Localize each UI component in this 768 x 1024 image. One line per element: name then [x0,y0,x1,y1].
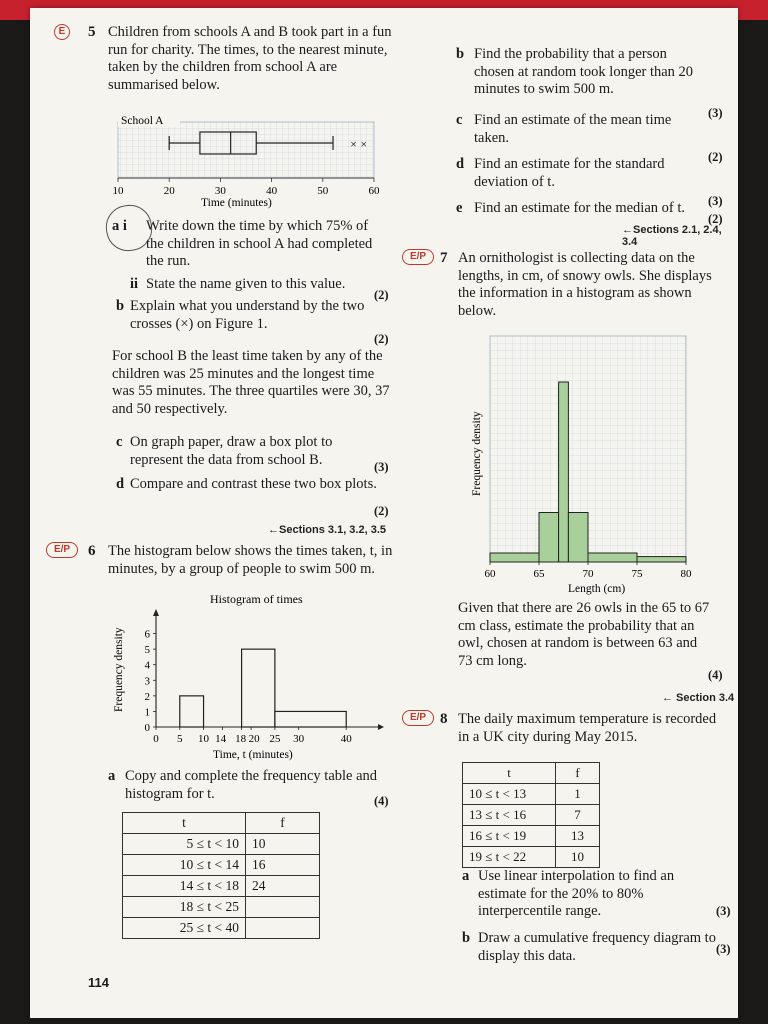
box-plot-grid [118,122,374,178]
school-a-box-plot [108,110,398,210]
q6-x-tick-label: 20 [248,733,260,745]
q6-x-tick-label: 0 [153,733,159,745]
exam-badge-ep-q8: E/P [402,710,434,726]
q6-y-tick-label: 4 [144,659,150,672]
q7-histogram-xlabel: Length (cm) [568,583,626,595]
box-plot-tick-label: 10 [112,185,124,197]
q8-number: 8 [440,711,448,727]
q7-x-tick-label: 80 [680,568,692,580]
q6-histogram-bar-2 [242,649,275,727]
q6-sections: ←Sections 2.1, 2.4, 3.4 [622,224,722,248]
q5-ai-text: Write down the time by which 75% of the children in school A had completed the run. [146,218,373,269]
q7-histogram-ylabel: Frequency density [471,411,483,496]
q7-sections: ← Section 3.4 [662,692,735,704]
q6-y-tick-label: 2 [144,690,150,703]
q7-histogram-bar-2 [539,513,559,563]
q6-c-marks: (2) [708,150,723,164]
q8-b-label: b [462,930,471,946]
q7-histogram-bar-3 [559,382,569,562]
table-row: 18 ≤ t < 25 [123,897,320,918]
q6-c-label: c [456,112,463,128]
q5-sections: ←Sections 3.1, 3.2, 3.5 [268,524,387,536]
textbook-page [30,8,738,1018]
box-plot-tick-label: 50 [317,185,329,197]
table-row: 14 ≤ t < 18 24 [123,876,320,897]
q6-histogram-ylabel: Frequency density [113,627,125,712]
table-row: 25 ≤ t < 40 [123,918,320,939]
q5-ai-label: a i [112,218,127,234]
q6-x-tick-label: 18 [235,733,247,745]
q6-x-tick-label: 10 [198,733,210,745]
q5-d-label: d [116,476,125,492]
q5-b-label: b [116,298,125,314]
q6-a-label: a [108,768,116,784]
q7-x-tick-label: 65 [533,568,545,580]
q6-d-text: Find an estimate for the standard deviation of t. [474,156,665,190]
q7-number: 7 [440,250,448,266]
q6-histogram-xlabel: Time, t (minutes) [213,749,293,761]
q7-histogram-bar-1 [490,553,539,562]
table-row: 19 ≤ t < 22 10 [463,847,600,868]
q5-b-marks: (2) [374,332,389,346]
q6-e-marks: (2) [708,212,723,226]
q5-d-text: Compare and contrast these two box plots. [130,476,377,492]
table-row: 5 ≤ t < 10 10 [123,834,320,855]
box-plot-outlier: × [350,137,357,151]
q6-y-tick-label: 5 [144,644,150,657]
q6-frequency-table [122,812,320,939]
q5-c-label: c [116,434,123,450]
q6-d-marks: (3) [708,194,723,208]
q6-histogram-marks [145,609,385,745]
table-row: 16 ≤ t < 19 13 [463,826,600,847]
q5-intro: Children from schools A and B took part in a fun run for charity. The times, to the nearest minute, taken by the children from school A are summarised below. [108,24,392,93]
q6-y-tick-label: 3 [144,675,150,688]
box-plot-outlier: × [360,137,368,151]
q7-marks: (4) [708,668,723,682]
table-row: 13 ≤ t < 16 7 [463,805,600,826]
q8-b-marks: (3) [716,942,731,956]
q6-b-text: Find the probability that a person chosen at random took longer than 20 minutes to swim 500 m. [474,46,694,97]
q7-histogram-bar-4 [568,513,588,563]
table-row: 10 ≤ t < 14 16 [123,855,320,876]
box-plot-label: School A [121,115,164,127]
box-plot-tick-label: 40 [266,185,278,197]
q5-c-marks: (3) [374,460,389,474]
q6-a-marks: (4) [374,794,389,808]
q6-x-tick-label: 25 [269,733,281,745]
q7-x-tick-label: 60 [484,568,496,580]
box-plot-xlabel: Time (minutes) [201,197,272,209]
q7-x-tick-label: 75 [631,568,643,580]
box-plot-ticks [113,178,381,197]
q6-e-text: Find an estimate for the median of t. [474,200,686,216]
q6-x-tick-label: 14 [215,733,227,745]
q7-text: Given that there are 26 owls in the 65 to 67 cm class, estimate the probability that an owl, chosen at random is between 63 and 73 cm long. [458,600,710,669]
q8-a-text: Use linear interpolation to find an estimate for the 20% to 80% interpercentile range. [478,868,675,919]
table-row: 10 ≤ t < 13 1 [463,784,600,805]
q5-aii-text: State the name given to this value. [146,276,346,292]
q6-table-header [123,813,320,834]
q6-x-tick-label: 40 [340,733,352,745]
q5-d-marks: (2) [374,504,389,518]
q6-histogram-bar-1 [180,696,204,727]
exam-badge-ep-q6: E/P [46,542,78,558]
q5-school-b-text: For school B the least time taken by any of the children was 25 minutes and the longest time was 55 minutes. The three quartiles were 30, 37 and 50 respectively. [112,348,390,417]
q6-histogram [108,590,408,762]
q6-x-axis-arrow [378,724,384,730]
box-plot-tick-label: 60 [368,185,380,197]
q7-x-tick-label: 70 [582,568,594,580]
box-plot-tick-label: 20 [163,185,175,197]
q8-b-text: Draw a cumulative frequency diagram to display this data. [478,930,716,964]
q6-y-tick-label: 1 [144,706,150,719]
q6-a-text: Copy and complete the frequency table and histogram for t. [125,768,378,802]
q7-histogram-bar-6 [637,557,686,562]
page-number: 114 [88,975,109,990]
q5-b-text: Explain what you understand by the two crosses (×) on Figure 1. [130,298,365,332]
q6-e-label: e [456,200,463,216]
q5-number: 5 [88,24,96,40]
q6-y-tick-label: 0 [144,722,150,734]
q6-d-label: d [456,156,465,172]
q6-b-marks: (3) [708,106,723,120]
q5-aii-marks: (2) [374,288,389,302]
q5-aii-label: ii [130,276,139,292]
q6-table-col-t: t [123,813,246,834]
q6-table-col-f: f [246,813,320,834]
q8-frequency-table [462,762,600,868]
box-plot-tick-label: 30 [214,185,226,197]
q8-intro: The daily maximum temperature is recorded in a UK city during May 2015. [458,711,717,745]
q6-intro: The histogram below shows the times taken, t, in minutes, by a group of people to swim 500 m. [108,543,393,577]
q5-c-text: On graph paper, draw a box plot to represent the data from school B. [130,434,333,468]
exam-badge-e: E [54,24,70,40]
q7-intro: An ornithologist is collecting data on the lengths, in cm, of snowy owls. She displays the information in a histogram as shown below. [458,250,712,319]
q6-b-label: b [456,46,465,62]
q6-number: 6 [88,543,96,559]
q8-a-label: a [462,868,470,884]
q6-x-tick-label: 30 [293,733,305,745]
q6-histogram-title: Histogram of times [210,592,303,606]
q6-x-tick-label: 5 [177,733,183,745]
q7-histogram-bar-5 [588,553,637,562]
q6-histogram-bar-3 [275,711,346,727]
q6-y-tick-label: 6 [144,628,150,641]
q6-y-axis-arrow [153,609,159,616]
q6-c-text: Find an estimate of the mean time taken. [474,112,672,146]
exam-badge-ep-q7: E/P [402,249,434,265]
q8-a-marks: (3) [716,904,731,918]
q7-histogram [460,328,700,598]
q8-table-header: t f [463,763,600,784]
